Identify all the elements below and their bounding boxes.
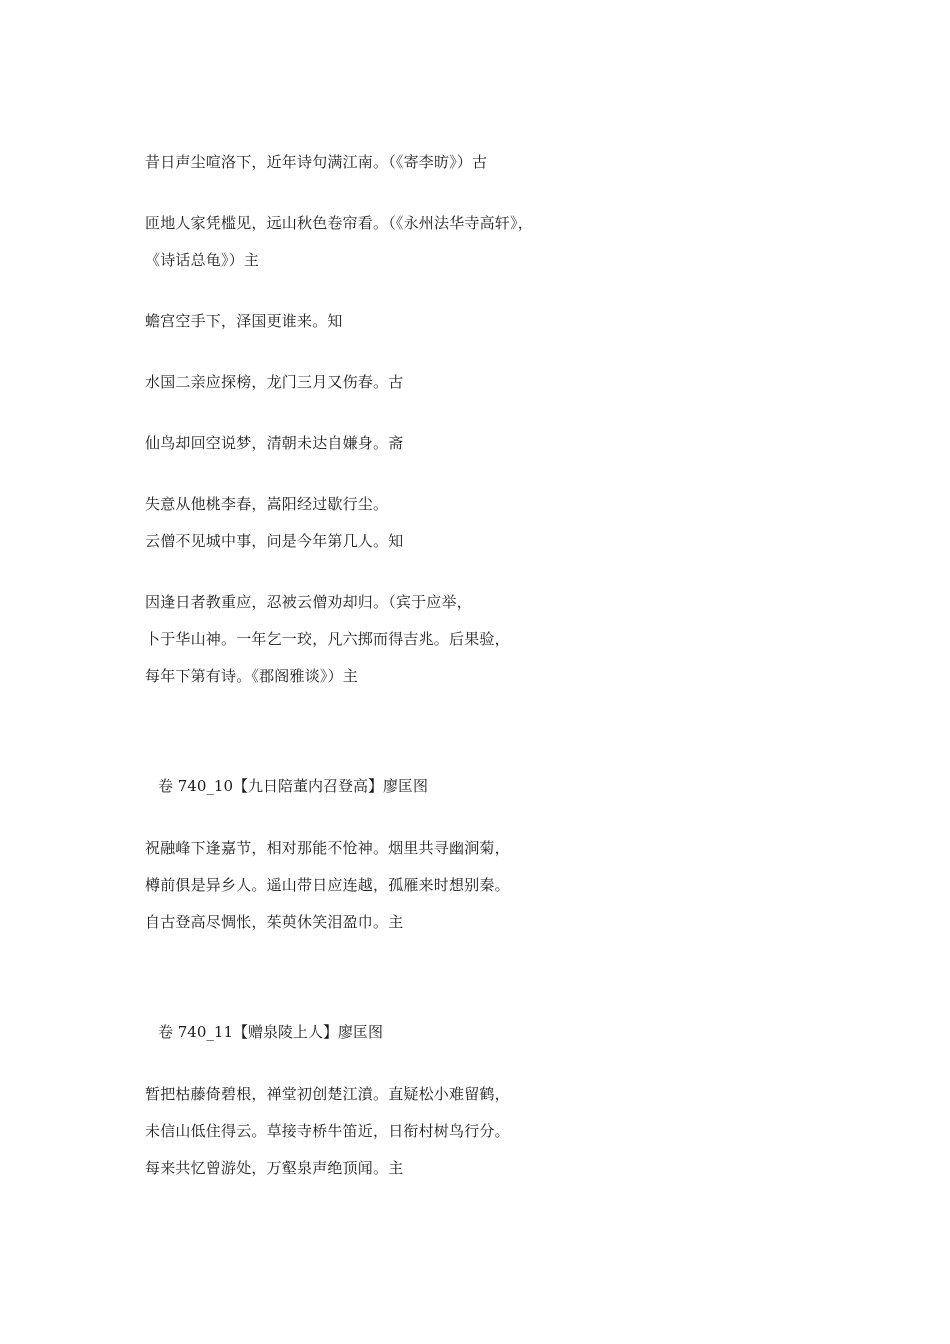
text-line: 失意从他桃李春，嵩阳经过歇行尘。: [145, 495, 389, 513]
poem-line: 自古登高尽惆怅，茱萸休笑泪盈巾。主: [145, 913, 404, 931]
text-line: 水国二亲应探榜，龙门三月又伤春。古: [145, 373, 404, 391]
poem-line: 暂把枯藤倚碧根，禅堂初创楚江濆。直疑松小难留鹤，: [145, 1085, 510, 1103]
poem-heading: 卷 740_10【九日陪董内召登高】廖匡图: [158, 777, 428, 795]
poem-line: 樽前俱是异乡人。遥山带日应连越，孤雁来时想别秦。: [145, 876, 510, 894]
text-line: 匝地人家凭槛见，远山秋色卷帘看。（《永州法华寺高轩》，: [145, 214, 533, 232]
text-line: 仙鸟却回空说梦，清朝未达自嫌身。斋: [145, 434, 404, 452]
text-line: 云僧不见城中事，问是今年第几人。知: [145, 532, 404, 550]
text-line: 蟾宫空手下，泽国更谁来。知: [145, 312, 343, 330]
text-line: 卜于华山神。一年乞一珓，凡六掷而得吉兆。后果验，: [145, 630, 510, 648]
text-line: 昔日声尘喧洛下，近年诗句满江南。（《寄李昉》）古: [145, 153, 488, 171]
text-line: 因逢日者教重应，忍被云僧劝却归。（宾于应举，: [145, 593, 472, 611]
poem-line: 未信山低住得云。草接寺桥牛笛近，日衔村树鸟行分。: [145, 1122, 510, 1140]
text-line: 《诗话总龟》）主: [145, 251, 260, 269]
text-line: 每年下第有诗。《郡阁雅谈》）主: [145, 667, 359, 685]
poem-heading: 卷 740_11【赠泉陵上人】廖匡图: [158, 1023, 383, 1041]
poem-line: 祝融峰下逢嘉节，相对那能不怆神。烟里共寻幽涧菊，: [145, 839, 510, 857]
poem-line: 每来共忆曾游处，万壑泉声绝顶闻。主: [145, 1159, 404, 1177]
